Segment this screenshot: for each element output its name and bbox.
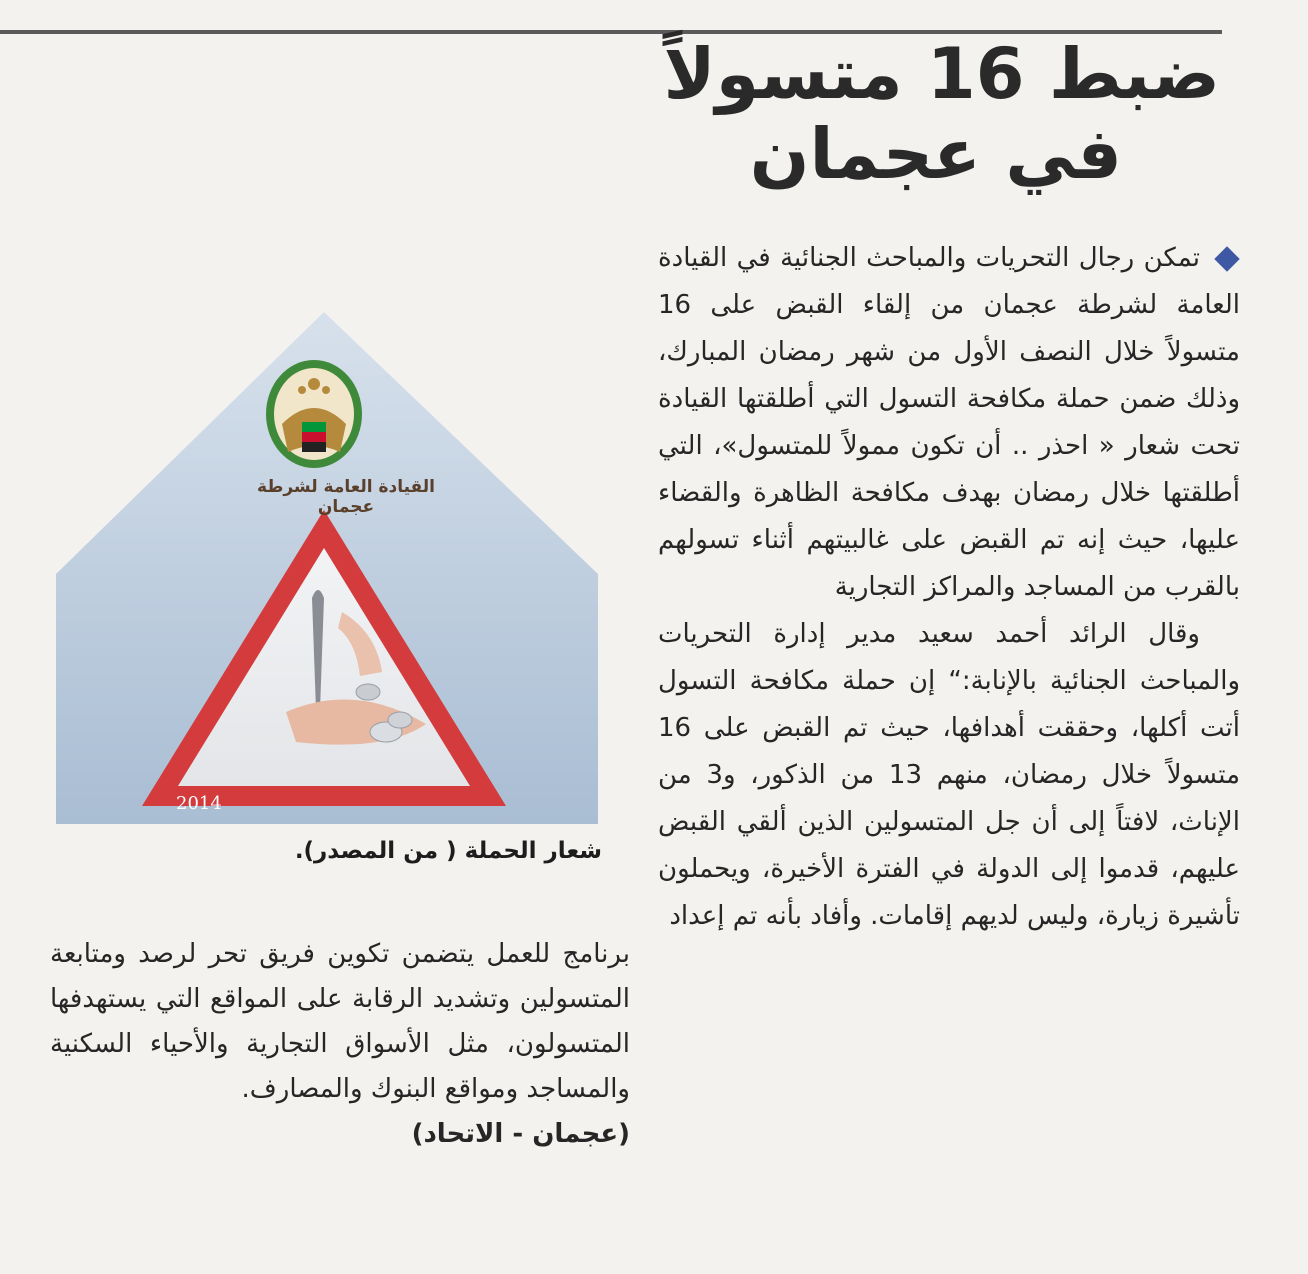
image-caption — [200, 832, 602, 870]
campaign-logo-graphic — [56, 312, 598, 824]
headline-line-2: في عجمان — [749, 113, 1122, 195]
diamond-bullet-icon — [1214, 246, 1239, 271]
paragraph-2: وقال الرائد أحمد سعيد مدير إدارة التحريات والمباحث الجنائية بالإنابة:“ إن حملة مكافحة التسول أتت أكلها، وحققت أهدافها، حيث تم القبض على 16 متسولاً خلال رمضان، منهم 13 من الذكور، و3 من الإناث، لافتاً إلى أن جل المتسولين الذين ألقي القبض عليهم، قدموا إلى الدولة في الفترة الأخيرة، ويحملون تأشيرة زيارة، وليس لديهم إقامات. وأفاد بأنه تم إعداد — [658, 619, 1241, 931]
caption-line-1: شعار الحملة ( من المصدر). — [294, 838, 602, 864]
headline-line-1: ضبط 16 متسولاً — [663, 33, 1220, 115]
campaign-year-label: 2014 — [176, 793, 222, 814]
campaign-logo-image — [56, 312, 598, 824]
police-emblem-icon — [266, 360, 362, 468]
paragraph-3: برنامج للعمل يتضمن تكوين فريق تحر لرصد ومتابعة المتسولين وتشديد الرقابة على المواقع التي يستهدفها المتسولون، مثل الأسواق التجارية والأحياء السكنية والمساجد ومواقع البنوك والمصارف. — [50, 939, 630, 1104]
paragraph-1-text: تمكن رجال التحريات والمباحث الجنائية في القيادة العامة لشرطة عجمان من إلقاء القبض على 16 متسولاً خلال النصف الأول من شهر رمضان المبارك، وذلك ضمن حملة مكافحة التسول التي أطلقتها القيادة تحت شعار « احذر .. أن تكون ممولاً للمتسول»، التي أطلقتها خلال رمضان بهدف مكافحة الظاهرة والقضاء عليها، حيث إنه تم القبض على غالبيتهم أثناء تسولهم بالقرب من المساجد والمراكز التجارية — [658, 243, 1240, 602]
article-body-left-column — [50, 932, 630, 1232]
police-command-label: القيادة العامة لشرطة عجمان — [257, 477, 435, 517]
article-source: (عجمان - الاتحاد) — [411, 1119, 630, 1149]
article-headline — [220, 34, 1220, 194]
paragraph-1 — [658, 235, 1240, 611]
article-body-right-column — [658, 235, 1240, 1215]
